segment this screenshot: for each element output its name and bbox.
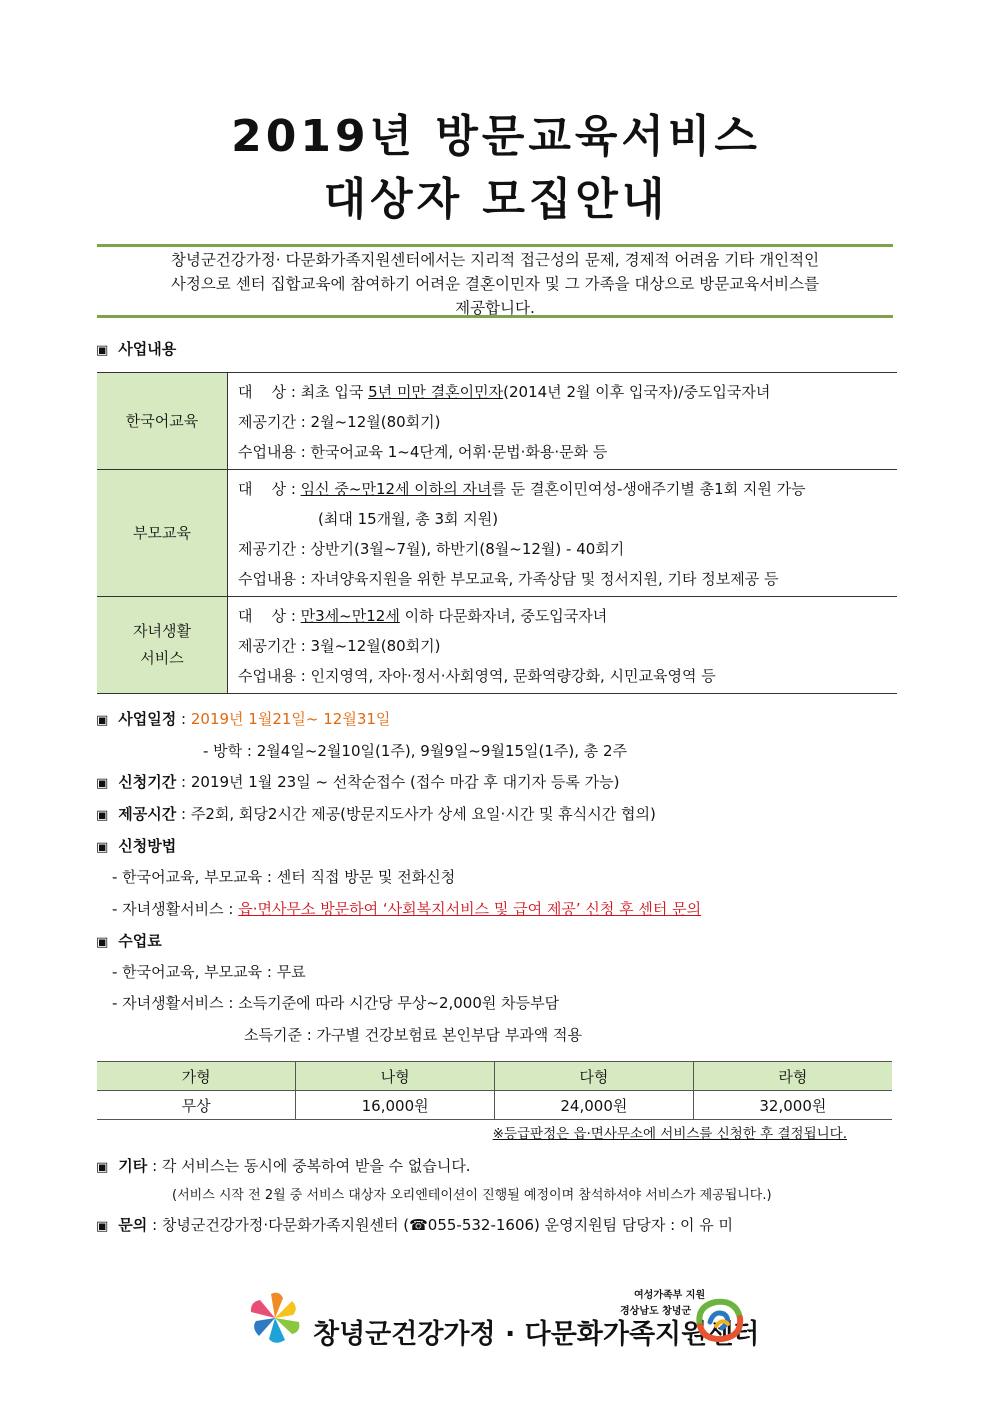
table-row [97, 1062, 892, 1091]
section-fee [96, 930, 162, 951]
fee-line: - 자녀생활서비스 : 소득기준에 따라 시간당 무상~2,000원 차등부담 [112, 994, 560, 1012]
program-content: 수업내용 : 한국어교육 1~4단계, 어휘·문법·화용·문화 등 [238, 443, 608, 461]
program-content: 수업내용 : 인지영역, 자아·정서·사회영역, 문화역량강화, 시민교육영역 등 [238, 667, 716, 685]
etc-note: (서비스 시작 전 2월 중 서비스 대상자 오리엔테이션이 진행될 예정이며 참석하셔야 서비스가 제공됩니다.) [172, 1188, 772, 1203]
program-period: 제공기간 : 2월~12월(80회기) [238, 413, 441, 431]
apply-period-value: : 2019년 1월 23일 ~ 선착순접수 (접수 마감 후 대기자 등록 가능) [181, 773, 620, 791]
target-label: 대 상 : [238, 480, 301, 498]
program-name [97, 597, 228, 694]
page-subtitle: 대상자 모집안내 [323, 174, 669, 225]
program-target [238, 377, 897, 407]
apply-method-prefix: - 자녀생활서비스 : [112, 900, 239, 918]
square-bullet-icon: ▣ [96, 1160, 109, 1175]
program-table [97, 372, 897, 694]
table-row [97, 373, 897, 470]
program-content: 수업내용 : 자녀양육지원을 위한 부모교육, 가족상담 및 정서지원, 기타 정보제공 등 [238, 570, 779, 588]
fee-header: 다형 [495, 1062, 694, 1091]
vacation-line: - 방학 : 2월4일~2월10일(1주), 9월9일~9월15일(1주), 총 2주 [203, 742, 628, 760]
program-name: 부모교육 [97, 470, 228, 597]
square-bullet-icon: ▣ [96, 776, 109, 791]
fee-header: 라형 [693, 1062, 892, 1091]
target-underlined: 5년 미만 결혼이민자 [368, 383, 504, 401]
fee-header: 나형 [296, 1062, 495, 1091]
program-period: 제공기간 : 3월~12월(80회기) [238, 637, 441, 655]
section-heading: 사업일정 [118, 710, 177, 728]
section-contact [96, 1214, 733, 1235]
program-detail [228, 373, 898, 470]
intro-line: 제공합니다. [455, 299, 535, 317]
section-heading: 기타 [118, 1157, 148, 1175]
table-row [97, 470, 897, 597]
page-title: 2019년 방문교육서비스 [231, 111, 761, 162]
section-heading: 문의 [118, 1216, 148, 1234]
provide-time-value: : 주2회, 회당2시간 제공(방문지도사가 상세 요일·시간 및 휴식시간 협의) [181, 805, 656, 823]
square-bullet-icon: ▣ [96, 713, 109, 728]
square-bullet-icon: ▣ [96, 808, 109, 823]
target-label: 대 상 : [238, 607, 301, 625]
section-apply-method [96, 835, 176, 856]
section-heading: 사업내용 [118, 340, 177, 358]
program-detail [228, 470, 898, 597]
section-apply-period [96, 771, 619, 792]
program-target [238, 474, 897, 504]
section-heading: 제공시간 [118, 805, 177, 823]
section-schedule: ▣ 사업일정 : 2019년 1월21일~ 12월31일 [96, 710, 391, 728]
program-target-note: (최대 15개월, 총 3회 지원) [318, 510, 499, 528]
target-suffix: 이하 다문화자녀, 중도입국자녀 [399, 607, 608, 625]
target-suffix: (2014년 2월 이후 입국자)/중도입국자녀 [503, 383, 771, 401]
county-logo-icon [692, 1296, 746, 1344]
target-label: 대 상 : 최초 입국 [238, 383, 369, 401]
contact-value: : 창녕군건강가정·다문화가족지원센터 (☎055-532-1606) 운영지원팀 담당자 : 이 유 미 [152, 1216, 733, 1234]
intro-line: 창녕군건강가정· 다문화가족지원센터에서는 지리적 접근성의 문제, 경제적 어려움 기타 개인적인 [170, 251, 820, 269]
program-name-line: 자녀생활 [133, 622, 191, 640]
fee-cell: 32,000원 [693, 1091, 892, 1120]
target-suffix: 를 둔 결혼이민여성-생애주기별 총1회 지원 가능 [491, 480, 806, 498]
section-heading: 신청방법 [118, 837, 177, 855]
program-period: 제공기간 : 상반기(3월~7월), 하반기(8월~12월) - 40회기 [238, 540, 625, 558]
pinwheel-logo-icon [247, 1290, 303, 1346]
fee-cell: 16,000원 [296, 1091, 495, 1120]
support-text: 여성가족부 지원 [634, 1290, 706, 1301]
square-bullet-icon: ▣ [96, 840, 109, 855]
support-text: 경상남도 창녕군 [620, 1306, 692, 1317]
section-heading: 수업료 [118, 932, 162, 950]
intro-line: 사정으로 센터 집합교육에 참여하기 어려운 결혼이민자 및 그 가족을 대상으로 방문교육서비스를 [170, 275, 820, 293]
section-heading: 신청기간 [118, 773, 177, 791]
target-underlined: 만3세~만12세 [300, 607, 400, 625]
intro-box [97, 244, 893, 318]
program-target [238, 601, 897, 631]
apply-method-highlight: 읍·면사무소 방문하여 ‘사회복지서비스 및 급여 제공’ 신청 후 센터 문의 [238, 900, 702, 918]
fee-cell: 무상 [97, 1091, 296, 1120]
program-detail [228, 597, 898, 694]
fee-table [97, 1061, 892, 1120]
fee-header: 가형 [97, 1062, 296, 1091]
program-name-line: 서비스 [140, 649, 184, 667]
fee-cell: 24,000원 [495, 1091, 694, 1120]
fee-note: ※등급판정은 읍·면사무소에 서비스를 신청한 후 결정됩니다. [492, 1126, 847, 1142]
square-bullet-icon: ▣ [96, 935, 109, 950]
apply-method-line: - 한국어교육, 부모교육 : 센터 직접 방문 및 전화신청 [112, 868, 456, 886]
program-name: 한국어교육 [97, 373, 228, 470]
apply-method-line [112, 898, 701, 919]
section-provide-time [96, 803, 656, 824]
square-bullet-icon: ▣ [96, 1219, 109, 1234]
fee-line: 소득기준 : 가구별 건강보험료 본인부담 부과액 적용 [244, 1026, 582, 1044]
table-row [97, 597, 897, 694]
schedule-value: 2019년 1월21일~ 12월31일 [190, 710, 391, 728]
org-name: 창녕군건강가정 · 다문화가족지원센터 [313, 1319, 760, 1350]
etc-value: : 각 서비스는 동시에 중복하여 받을 수 없습니다. [152, 1157, 471, 1175]
table-row [97, 1091, 892, 1120]
square-bullet-icon: ▣ [96, 343, 109, 358]
fee-line: - 한국어교육, 부모교육 : 무료 [112, 963, 306, 981]
target-underlined: 임신 중~만12세 이하의 자녀 [300, 480, 492, 498]
section-business [96, 338, 176, 359]
section-etc [96, 1155, 471, 1176]
